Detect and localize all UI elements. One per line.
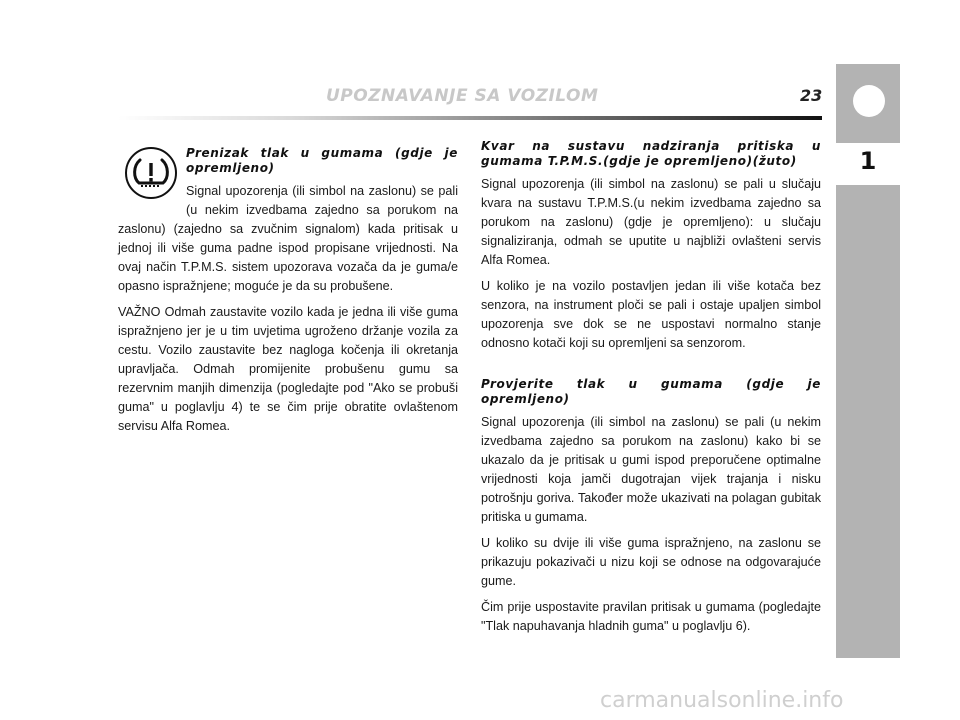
page-header-title: UPOZNAVANJE SA VOZILOM [326, 86, 599, 106]
left-paragraph-1: Signal upozorenja (ili simbol na zaslonu) se pali (u nekim izvedbama zajedno sa porukom na zaslonu) (zajedno sa zvučnim signalom) kada pritisak u jednoj ili više guma padne ispod propisane vrijednosti. Na ovaj način T.P.M.S. sistem upozorava vozača da je guma/e opasno ispražnjene; moguće je da su probušene. [118, 184, 458, 293]
right-paragraph-5: Čim prije uspostavite pravilan pritisak u gumama (pogledajte "Tlak napuhavanja hladnih guma" u poglavlju 6). [481, 600, 821, 633]
left-paragraph-2: VAŽNO Odmah zaustavite vozilo kada je jedna ili više guma ispražnjeno jer je u tim uvjetima ugroženo držanje vozila za cestu. Vozilo zaustavite bez nagloga kočenja ili okretanja upravljača. Odmah promijenite probušenu gumu sa rezervnim manjih dimenzija (pogledajte pod "Ako se probuši guma" u poglavlju 4) te se čim prije obratite ovlaštenom servisu Alfa Romea. [118, 305, 458, 433]
right-paragraph-3: Signal upozorenja (ili simbol na zaslonu) se pali (u nekim izvedbama zajedno sa porukom na zaslonu) kako bi se ukazalo da je pritisak u gumi ispod preporučene optimalne vrijednosti koja jamči dugotrajan vijek trajanja i nisku potrošnju goriva. Također može ukazivati na polagan gubitak pritiska u gumama. [481, 415, 821, 524]
right-heading-2: Provjerite tlak u gumama (gdje je opremljeno) [481, 377, 821, 406]
right-column [481, 139, 821, 643]
right-paragraph-2: U koliko je na vozilo postavljen jedan ili više kotača bez senzora, na instrument ploči se pali i ostaje upaljen simbol upozorenja sve dok se ne uspostavi normalno stanje odnosno kotači koji su opremljeni sa senzorom. [481, 279, 821, 350]
right-heading-1: Kvar na sustavu nadziranja pritiska u gumama T.P.M.S.(gdje je opremljeno)(žuto) [481, 139, 821, 168]
watermark: carmanualsonline.info [600, 688, 844, 713]
right-paragraph-1: Signal upozorenja (ili simbol na zaslonu) se pali u slučaju kvara na sustavu T.P.M.S.(u nekim izvedbama zajedno sa porukom na zaslonu) (gdje je opremljeno): u slučaju signaliziranja, odmah se uputite u najbliži ovlašteni servis Alfa Romea. [481, 177, 821, 267]
right-paragraph-4: U koliko su dvije ili više guma ispražnjeno, na zaslonu se prikazuju pokazivači u nizu koji se odnose na odgovarajuće gume. [481, 536, 821, 588]
left-heading: Prenizak tlak u gumama (gdje je opremljeno) [186, 146, 458, 175]
chapter-number: 1 [859, 147, 877, 175]
tire-pressure-warning-icon [124, 146, 178, 200]
sidebar-circle-icon [853, 85, 885, 117]
page-number: 23 [800, 86, 823, 105]
header-rule [118, 116, 822, 120]
left-column [118, 146, 458, 443]
